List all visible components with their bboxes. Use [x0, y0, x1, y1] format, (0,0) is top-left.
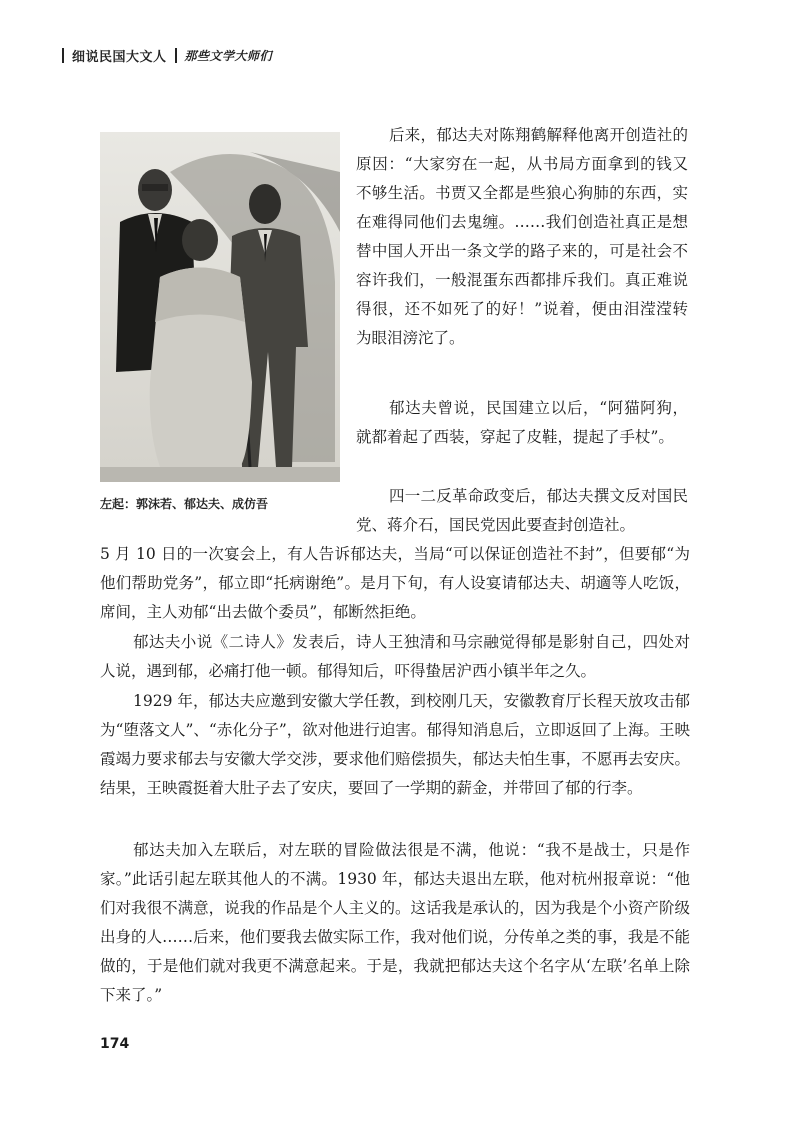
series-title: 那些文学大师们: [184, 49, 273, 63]
book-title: 细说民国大文人: [72, 50, 167, 65]
paragraph-4: 郁达夫小说《二诗人》发表后，诗人王独清和马宗融觉得郁是影射自己，四处对人说，遇到郁，必痛打他一顿。郁得知后，吓得蛰居沪西小镇半年之久。: [100, 633, 690, 680]
paragraph-5: 1929 年，郁达夫应邀到安徽大学任教，到校刚几天，安徽教育厅长程天放攻击郁为“堕落文人”、“赤化分子”，欲对他进行迫害。郁得知消息后，立即返回了上海。王映霞竭力要求郁去与安徽大学交涉，要求他们赔偿损失，郁达夫怕生事，不愿再去安庆。结果，王映霞挺着大肚子去了安庆，要回了一学期的薪金，并带回了郁的行李。: [100, 692, 690, 797]
header-bar-left: [62, 48, 64, 63]
page-number: 174: [100, 1036, 130, 1052]
historical-photo: [100, 132, 340, 482]
running-header: [62, 46, 272, 65]
paragraph-6: 郁达夫加入左联后，对左联的冒险做法很是不满，他说：“我不是战士，只是作家。”此话引起左联其他人的不满。1930 年，郁达夫退出左联，他对杭州报章说：“他们对我很不满意，说我的作品是个人主义的。这话我是承认的，因为我是个小资产阶级出身的人……后来，他们要我去做实际工作，我对他们说，分传单之类的事，我是不能做的，于是他们就对我更不满意起来。于是，我就把郁达夫这个名字从‘左联’名单上除下来了。”: [100, 841, 690, 1004]
paragraph-3-continued: 5 月 10 日的一次宴会上，有人告诉郁达夫，当局“可以保证创造社不封”，但要郁“为他们帮助党务”，郁立即“托病谢绝”。是月下旬，有人设宴请郁达夫、胡適等人吃饭，席间，主人劝郁“出去做个委员”，郁断然拒绝。: [100, 545, 690, 621]
photo-caption: 左起：郭沫若、郁达夫、成仿吾: [100, 497, 269, 511]
paragraph-2: 郁达夫曾说，民国建立以后，“阿猫阿狗，就都着起了西装，穿起了皮鞋，提起了手杖”。: [356, 399, 688, 446]
paragraph-1: 后来，郁达夫对陈翔鹤解释他离开创造社的原因：“大家穷在一起，从书局方面拿到的钱又不够生活。书贾又全都是些狼心狗肺的东西，实在难得同他们去鬼缠。……我们创造社真正是想替中国人开出一条文学的路子来的，可是社会不容许我们，一般混蛋东西都排斥我们。真正难说得很，还不如死了的好！”说着，便由泪滢滢转为眼泪滂沱了。: [356, 126, 688, 347]
paragraph-3-start: 四一二反革命政变后，郁达夫撰文反对国民党、蒋介石，国民党因此要查封创造社。: [356, 487, 688, 534]
header-bar-mid: [175, 48, 177, 63]
photo-illustration: [100, 132, 340, 482]
